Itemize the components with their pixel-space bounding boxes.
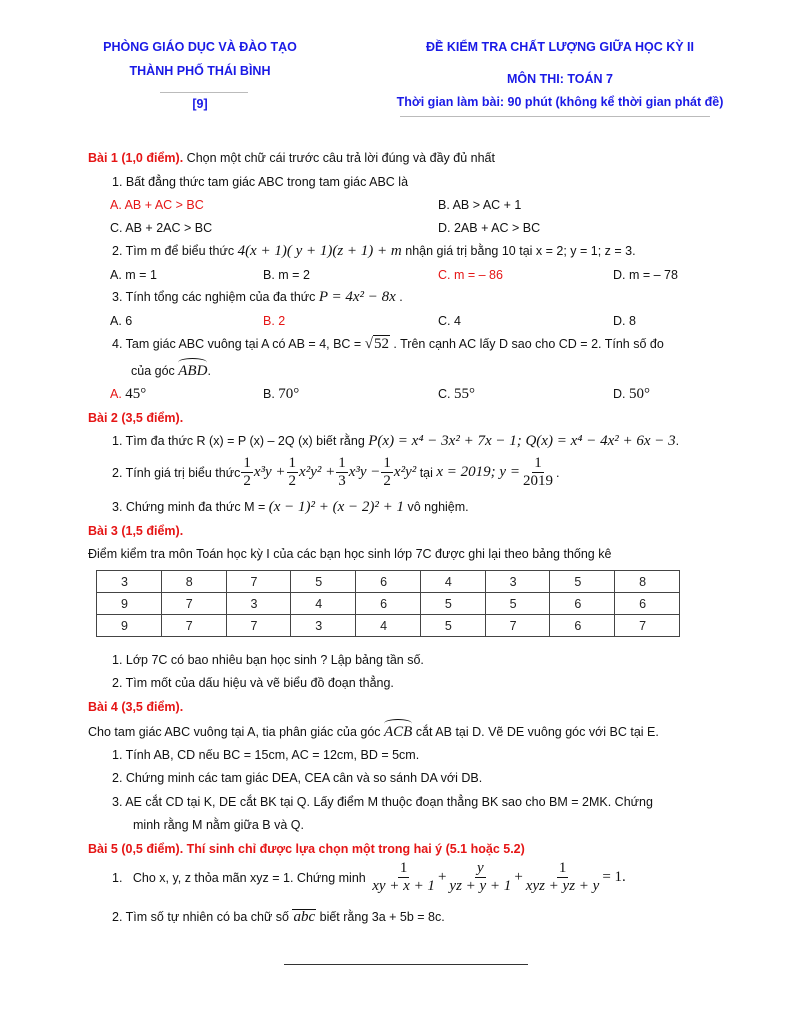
table-cell: 5	[420, 615, 485, 637]
bai2-q1-text: 1. Tìm đa thức R (x) = P (x) – 2Q (x) biết rằng	[112, 434, 369, 448]
bai4-intro-text: Cho tam giác ABC vuông tại A, tia phân giác của góc	[88, 725, 385, 739]
bai3-q2: 2. Tìm mốt của dấu hiệu và vẽ biểu đồ đoạn thẳng.	[112, 676, 394, 690]
table-cell: 6	[550, 615, 615, 637]
scores-table	[96, 570, 680, 637]
bai5-fraction-2	[447, 860, 513, 895]
bai1-intro: Chọn một chữ cái trước câu trả lời đúng và đầy đủ nhất	[183, 151, 495, 165]
header-divider-right	[400, 116, 710, 117]
table-cell: 7	[226, 571, 291, 593]
bai1-q1: 1. Bất đẳng thức tam giác ABC trong tam giác ABC là	[112, 175, 409, 189]
bai4-q3-line2: minh rằng M nằm giữa B và Q.	[133, 818, 304, 832]
bai5-title: Bài 5 (0,5 điểm). Thí sinh chỉ được lựa chọn một trong hai ý (5.1 hoặc 5.2)	[88, 842, 525, 856]
bai1-q2-option-d: D. m = – 78	[613, 268, 678, 282]
bai2-q2-values: x = 2019; y =	[436, 464, 520, 480]
bai1-q1-option-a: A. AB + AC > BC	[110, 198, 204, 212]
bai2-q1	[112, 433, 679, 450]
bai2-q3-text: 3. Chứng minh đa thức M =	[112, 500, 269, 514]
bai4-q2: 2. Chứng minh các tam giác DEA, CEA cân và so sánh DA với DB.	[112, 771, 483, 785]
bai1-q4-option-a-label: A.	[110, 387, 126, 401]
bai1-q3-option-c: C. 4	[438, 314, 461, 328]
bai1-q4-line2	[131, 363, 211, 380]
bai5-fraction-1	[370, 860, 437, 895]
bai2-q2-term1: x³y +	[253, 464, 286, 480]
bai1-q1-option-c: C. AB + 2AC > BC	[110, 221, 213, 235]
bai1-q4-option-a	[110, 386, 146, 403]
table-cell: 5	[291, 571, 356, 593]
table-cell: 4	[420, 571, 485, 593]
table-cell: 6	[356, 571, 421, 593]
bai1-title: Bài 1 (1,0 điểm).	[88, 151, 184, 165]
header-divider-left	[160, 92, 248, 93]
table-cell: 7	[226, 615, 291, 637]
bai1-q1-option-b: B. AB > AC + 1	[438, 198, 522, 212]
bai1-q2-condition: nhận giá trị bằng 10 tại x = 2; y = 1; z = 3.	[401, 244, 636, 258]
frac-num: y	[477, 860, 484, 876]
bai1-q1-option-d: D. 2AB + AC > BC	[438, 221, 541, 235]
table-cell: 8	[615, 571, 680, 593]
bai2-q2-end: .	[555, 465, 560, 480]
frac-den: 2	[243, 473, 251, 489]
table-cell: 4	[356, 615, 421, 637]
table-cell: 9	[97, 615, 162, 637]
frac-num: 1	[338, 455, 346, 471]
table-cell: 6	[550, 593, 615, 615]
bai2-q1-end: .	[675, 434, 680, 448]
bai4-title: Bài 4 (3,5 điểm).	[88, 700, 184, 714]
bai1-q2-option-c: C. m = – 86	[438, 268, 503, 282]
bai1-q4-option-d-label: D.	[613, 387, 629, 401]
bai1-q4-option-a-value: 45°	[125, 386, 147, 402]
frac-den: 2	[383, 473, 391, 489]
bai1-q4-option-d-value: 50°	[628, 386, 650, 402]
bai5-q2-end: biết rằng 3a + 5b = 8c.	[316, 910, 445, 924]
frac-num: 1	[383, 455, 391, 471]
bai1-q4-option-c-value: 55°	[453, 386, 475, 402]
frac-den: 3	[338, 473, 346, 489]
frac-den: yz + y + 1	[449, 878, 512, 894]
exam-title: ĐỀ KIỂM TRA CHẤT LƯỢNG GIỮA HỌC KỲ II	[426, 40, 694, 54]
plus-sign: +	[514, 869, 523, 885]
equals-one: = 1.	[602, 869, 626, 885]
table-row	[97, 615, 680, 637]
table-cell: 5	[485, 593, 550, 615]
frac-num: 1	[534, 455, 542, 471]
bai2-q1-expression: P(x) = x⁴ − 3x² + 7x − 1; Q(x) = x⁴ − 4x² + 6x − 3	[368, 433, 676, 449]
table-cell: 7	[161, 593, 226, 615]
bai1-q2	[112, 243, 636, 260]
bai4-q3: 3. AE cắt CD tại K, DE cắt BK tại Q. Lấy điểm M thuộc đoạn thẳng BK sao cho BM = 2MK. Chứng	[112, 795, 653, 809]
bai1-q3-end: .	[395, 290, 403, 304]
bai5-q2-number: abc	[293, 909, 316, 925]
table-cell: 5	[420, 593, 485, 615]
bai3-intro: Điểm kiểm tra môn Toán học kỳ I của các bạn học sinh lớp 7C được ghi lại theo bảng thống kê	[88, 547, 612, 561]
bai1-q3-option-a: A. 6	[110, 314, 133, 328]
bai1-q4-option-b-label: B.	[263, 387, 279, 401]
bai1-q4-angle-label: của góc	[131, 364, 179, 378]
bai1-q4-option-c	[438, 386, 475, 403]
dept-name: PHÒNG GIÁO DỤC VÀ ĐÀO TẠO	[103, 40, 297, 54]
table-cell: 8	[161, 571, 226, 593]
bai1-heading	[88, 151, 495, 165]
frac-num: 1	[558, 860, 567, 876]
bai2-q2-term3: x³y −	[348, 464, 381, 480]
bai2-q2-text: 2. Tính giá trị biểu thức	[112, 465, 241, 480]
table-cell: 4	[291, 593, 356, 615]
frac-den: 2019	[522, 473, 553, 489]
bai1-q4-radicand: 52	[373, 336, 389, 352]
bai2-q3-expression: (x − 1)² + (x − 2)² + 1	[268, 499, 405, 515]
table-cell: 3	[97, 571, 162, 593]
bai4-intro	[88, 724, 659, 741]
table-cell: 3	[291, 615, 356, 637]
bai5-q1	[112, 860, 626, 895]
fraction-y	[521, 455, 555, 490]
table-cell: 5	[550, 571, 615, 593]
bai4-q1: 1. Tính AB, CD nếu BC = 15cm, AC = 12cm, BD = 5cm.	[112, 748, 420, 762]
bai1-q3-expression: P = 4x² − 8x	[318, 289, 396, 305]
bai1-q3-text: 3. Tính tổng các nghiệm của đa thức	[112, 290, 319, 304]
bai4-angle: ACB	[384, 724, 413, 740]
subject: MÔN THI: TOÁN 7	[506, 72, 614, 86]
bai3-q1: 1. Lớp 7C có bao nhiêu bạn học sinh ? Lập bảng tần số.	[112, 653, 424, 667]
fraction-third	[336, 455, 348, 490]
bai5-q2-text: 2. Tìm số tự nhiên có ba chữ số	[112, 910, 293, 924]
bai2-q2	[112, 455, 559, 490]
exam-code: [9]	[192, 97, 208, 111]
bai1-q3-option-d: D. 8	[613, 314, 636, 328]
table-cell: 9	[97, 593, 162, 615]
bai1-q2-option-a: A. m = 1	[110, 268, 157, 282]
frac-den: 2	[288, 473, 297, 489]
bai1-q4-text: 4. Tam giác ABC vuông tại A có AB = 4, BC =	[112, 337, 365, 351]
bai1-q4-option-b-value: 70°	[278, 386, 300, 402]
table-cell: 3	[226, 593, 291, 615]
table-cell: 7	[615, 615, 680, 637]
bai3-title: Bài 3 (1,5 điểm).	[88, 524, 184, 538]
frac-den: xyz + yz + y	[525, 878, 600, 894]
fraction-half-2	[287, 455, 299, 490]
bai5-q1-text: 1. Cho x, y, z thỏa mãn xyz = 1. Chứng minh	[112, 870, 370, 885]
fraction-half-1	[241, 455, 253, 490]
bai1-q4	[112, 336, 664, 353]
table-cell: 7	[161, 615, 226, 637]
bai2-q3	[112, 499, 469, 516]
footer-divider	[284, 964, 528, 965]
frac-num: 1	[243, 455, 251, 471]
bai2-q2-at: tại	[416, 465, 437, 480]
time-limit: Thời gian làm bài: 90 phút (không kể thời gian phát đề)	[396, 95, 724, 109]
bai5-q2	[112, 909, 445, 925]
frac-num: 1	[399, 860, 408, 876]
bai1-q2-text: 2. Tìm m để biểu thức	[112, 244, 238, 258]
table-cell: 6	[356, 593, 421, 615]
frac-num: 1	[288, 455, 297, 471]
table-row	[97, 593, 680, 615]
bai2-q3-end: vô nghiệm.	[404, 500, 469, 514]
bai1-q2-expression: 4(x + 1)( y + 1)(z + 1) + m	[237, 243, 402, 259]
city-name: THÀNH PHỐ THÁI BÌNH	[129, 64, 271, 78]
table-cell: 7	[485, 615, 550, 637]
bai5-fraction-3	[524, 860, 602, 895]
bai1-q3	[112, 289, 403, 306]
plus-sign: +	[437, 869, 447, 885]
bai1-q3-option-b: B. 2	[263, 314, 286, 328]
bai2-title: Bài 2 (3,5 điểm).	[88, 411, 184, 425]
bai1-q4-period: .	[207, 364, 211, 378]
bai1-q4-option-d	[613, 386, 650, 403]
bai1-q4-sqrt: √52	[364, 336, 389, 352]
bai2-q2-term4: x²y²	[393, 464, 417, 480]
bai1-q4-option-c-label: C.	[438, 387, 454, 401]
table-cell: 6	[615, 593, 680, 615]
bai1-q2-option-b: B. m = 2	[263, 268, 310, 282]
table-cell: 3	[485, 571, 550, 593]
frac-den: xy + x + 1	[372, 878, 435, 894]
bai4-intro-end: cắt AB tại D. Vẽ DE vuông góc với BC tại E.	[412, 725, 659, 739]
table-row	[97, 571, 680, 593]
fraction-half-3	[381, 455, 393, 490]
bai2-q2-term2: x²y² +	[299, 464, 336, 480]
bai1-q4-text-end: . Trên cạnh AC lấy D sao cho CD = 2. Tính số đo	[389, 337, 664, 351]
bai1-q4-option-b	[263, 386, 299, 403]
bai1-q4-angle: ABD	[178, 363, 208, 379]
